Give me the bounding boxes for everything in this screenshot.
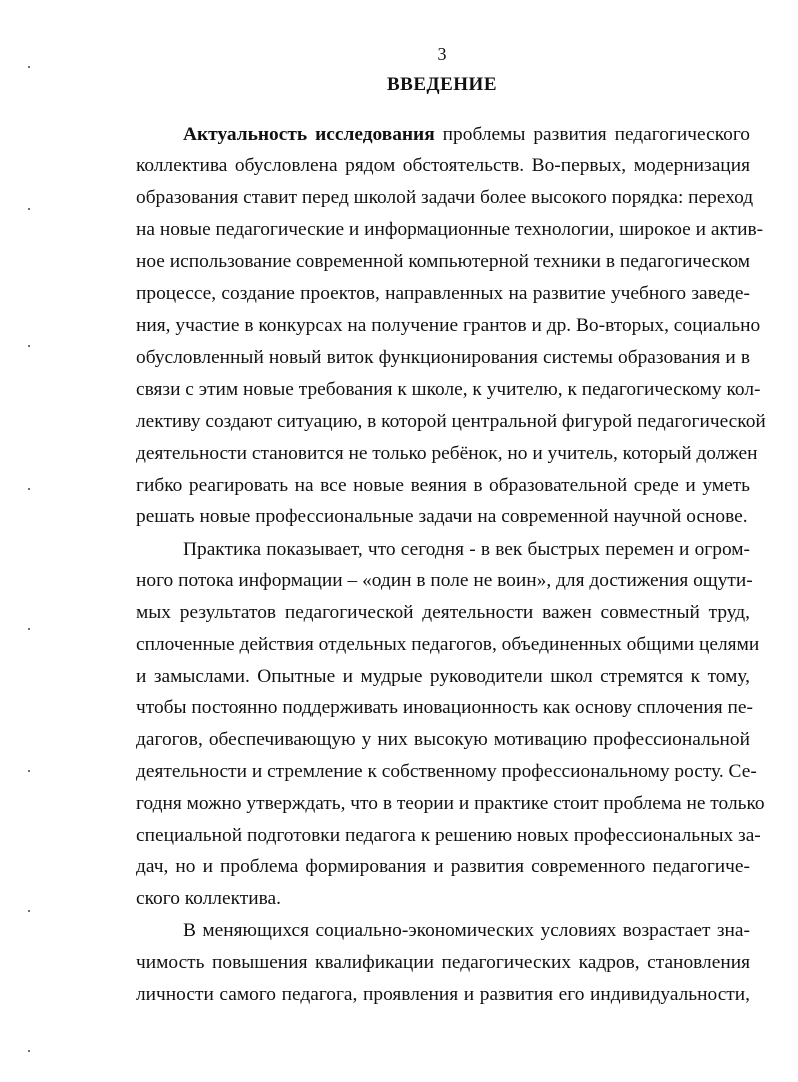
text-line: деятельности и стремление к собственному профессиональному росту. Се- <box>136 761 757 782</box>
text-line-content: проблемы развития педагогического <box>434 124 751 145</box>
text-line: личности самого педагога, проявления и развития его индивидуальности, <box>136 984 750 1005</box>
text-line: образования ставит перед школой задачи более высокого порядка: переход <box>136 187 754 208</box>
text-line: дач, но и проблема формирования и развития современного педагогиче- <box>136 856 750 877</box>
scan-speck <box>28 770 30 772</box>
text-line: гибко реагировать на все новые веяния в образовательной среде и уметь <box>136 475 750 496</box>
text-line: чтобы постоянно поддерживать иновационность как основу сплочения пе- <box>136 697 753 718</box>
text-line: процессе, создание проектов, направленных на развитие учебного заведе- <box>136 283 750 304</box>
text-line: сплоченные действия отдельных педагогов, объединенных общими целями <box>136 634 760 655</box>
scan-speck <box>28 488 30 490</box>
text-line: Практика показывает, что сегодня - в век быстрых перемен и огром- <box>183 539 750 560</box>
text-line: годня можно утверждать, что в теории и практике стоит проблема не только <box>136 793 765 814</box>
text-line: ского коллектива. <box>136 888 281 909</box>
text-line: обусловленный новый виток функционирования системы образования и в <box>136 347 750 368</box>
scan-speck <box>28 1050 30 1052</box>
scan-speck <box>28 345 30 347</box>
lead-bold-phrase: Актуальность исследования <box>183 124 435 145</box>
scan-speck <box>28 628 30 630</box>
scan-speck <box>28 66 30 68</box>
text-line: коллектива обусловлена рядом обстоятельств. Во-первых, модернизация <box>136 155 750 176</box>
text-line: мых результатов педагогической деятельности важен совместный труд, <box>136 602 750 623</box>
text-line: ного потока информации – «один в поле не воин», для достижения ощути- <box>136 570 753 591</box>
page-title: ВВЕДЕНИЕ <box>387 74 497 95</box>
text-line: на новые педагогические и информационные технологии, широкое и актив- <box>136 219 764 240</box>
text-line: чимость повышения квалификации педагогических кадров, становления <box>136 952 750 973</box>
text-line: лективу создают ситуацию, в которой центральной фигурой педагогической <box>136 411 766 432</box>
page-number: 3 <box>437 44 447 64</box>
scan-speck <box>28 910 30 912</box>
text-line: В меняющихся социально-экономических условиях возрастает зна- <box>183 920 750 941</box>
text-line: дагогов, обеспечивающую у них высокую мотивацию профессиональной <box>136 729 750 750</box>
text-line: связи с этим новые требования к школе, к учителю, к педагогическому кол- <box>136 379 761 400</box>
scan-speck <box>28 208 30 210</box>
text-line: специальной подготовки педагога к решению новых профессиональных за- <box>136 825 761 846</box>
text-line <box>183 121 750 149</box>
text-line: и замыслами. Опытные и мудрые руководители школ стремятся к тому, <box>136 666 750 687</box>
text-line: деятельности становится не только ребёнок, но и учитель, который должен <box>136 443 758 464</box>
text-line: решать новые профессиональные задачи на современной научной основе. <box>136 506 748 527</box>
text-line: ное использование современной компьютерной техники в педагогическом <box>136 251 751 272</box>
text-line: ния, участие в конкурсах на получение грантов и др. Во-вторых, социально <box>136 315 761 336</box>
